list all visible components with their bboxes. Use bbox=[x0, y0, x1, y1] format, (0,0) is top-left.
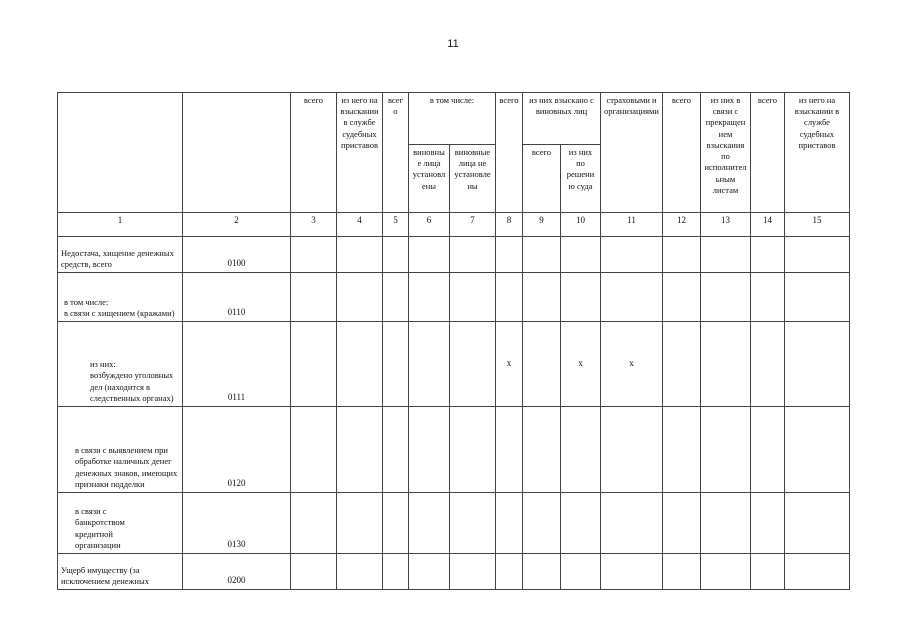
header-incl: в том числе: bbox=[409, 93, 496, 145]
header-col8: всего bbox=[496, 93, 523, 213]
row-label-line: в том числе: bbox=[64, 296, 109, 307]
header-col15: из него на взыскании в службе судебных приставов bbox=[785, 93, 850, 213]
x-mark: x bbox=[601, 322, 663, 407]
row-label-line: возбуждено уголовных дел (находится в следственных органах) bbox=[90, 370, 174, 403]
table-row bbox=[58, 407, 850, 493]
header-col1 bbox=[58, 93, 183, 213]
header-col4: из него на взыскании в службе судебных приставов bbox=[337, 93, 383, 213]
table-row bbox=[58, 273, 850, 322]
column-number: 15 bbox=[785, 213, 850, 237]
column-number: 5 bbox=[383, 213, 409, 237]
header-row-1 bbox=[58, 93, 850, 145]
header-col7: виновные лица не установлены bbox=[450, 145, 496, 213]
header-from-them: из них взыскано с виновных лиц bbox=[523, 93, 601, 145]
page-number: 11 bbox=[447, 38, 459, 50]
column-number: 13 bbox=[701, 213, 751, 237]
report-table bbox=[57, 92, 850, 590]
row-label-line: в связи с хищением (кражами) bbox=[64, 307, 175, 318]
x-mark: x bbox=[496, 322, 523, 407]
column-number: 11 bbox=[601, 213, 663, 237]
header-col6: виновные лица установлены bbox=[409, 145, 450, 213]
header-col12: всего bbox=[663, 93, 701, 213]
row-label bbox=[58, 322, 183, 407]
table-row bbox=[58, 237, 850, 273]
header-col9: всего bbox=[523, 145, 561, 213]
column-numbers-row bbox=[58, 213, 850, 237]
table-row bbox=[58, 493, 850, 554]
table-row bbox=[58, 322, 850, 407]
row-label: в связи с банкротством кредитной организации bbox=[58, 493, 183, 554]
column-number: 6 bbox=[409, 213, 450, 237]
header-col5: всего bbox=[383, 93, 409, 213]
header-col2 bbox=[183, 93, 291, 213]
column-number: 14 bbox=[751, 213, 785, 237]
row-code: 0100 bbox=[183, 237, 291, 273]
header-col3: всего bbox=[291, 93, 337, 213]
column-number: 8 bbox=[496, 213, 523, 237]
column-number: 12 bbox=[663, 213, 701, 237]
row-label: в связи с выявлением при обработке наличных денег денежных знаков, имеющих признаки подделки bbox=[58, 407, 183, 493]
row-code: 0120 bbox=[183, 407, 291, 493]
column-number: 1 bbox=[58, 213, 183, 237]
header-col10: из них по решению суда bbox=[561, 145, 601, 213]
row-code: 0110 bbox=[183, 273, 291, 322]
header-col11: страховыми и организациями bbox=[601, 93, 663, 213]
column-number: 10 bbox=[561, 213, 601, 237]
row-label: Ущерб имуществу (за исключением денежных bbox=[58, 554, 183, 590]
column-number: 9 bbox=[523, 213, 561, 237]
column-number: 4 bbox=[337, 213, 383, 237]
x-mark: x bbox=[561, 322, 601, 407]
column-number: 2 bbox=[183, 213, 291, 237]
column-number: 7 bbox=[450, 213, 496, 237]
row-code: 0111 bbox=[183, 322, 291, 407]
row-label bbox=[58, 273, 183, 322]
row-label: Недостача, хищение денежных средств, всего bbox=[58, 237, 183, 273]
table-row bbox=[58, 554, 850, 590]
row-code: 0200 bbox=[183, 554, 291, 590]
header-col14: всего bbox=[751, 93, 785, 213]
column-number: 3 bbox=[291, 213, 337, 237]
header-col13: из них в связи с прекращением взыскания по исполнительным листам bbox=[701, 93, 751, 213]
row-label-line: из них: bbox=[90, 359, 116, 370]
row-code: 0130 bbox=[183, 493, 291, 554]
